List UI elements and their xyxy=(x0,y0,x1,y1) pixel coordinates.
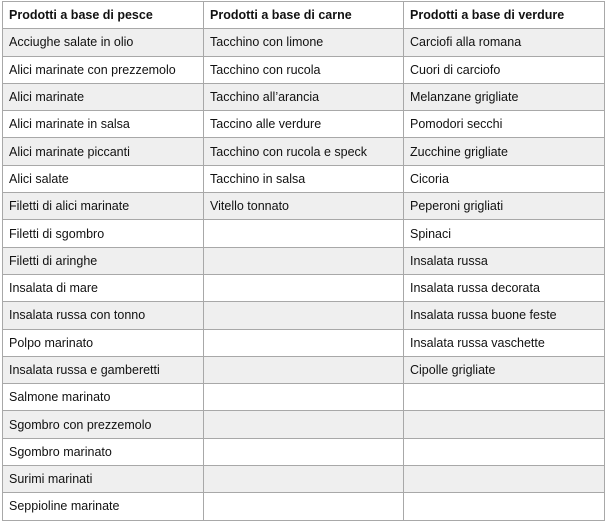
fish-cell: Polpo marinato xyxy=(3,329,204,356)
meat-cell: Tacchino con limone xyxy=(204,29,404,56)
meat-cell: Vitello tonnato xyxy=(204,193,404,220)
meat-cell: Tacchino con rucola xyxy=(204,56,404,83)
vegetable-cell: Insalata russa vaschette xyxy=(404,329,605,356)
table-row xyxy=(3,193,605,220)
fish-cell: Acciughe salate in olio xyxy=(3,29,204,56)
meat-cell xyxy=(204,329,404,356)
table-row xyxy=(3,356,605,383)
fish-cell: Alici marinate con prezzemolo xyxy=(3,56,204,83)
meat-cell xyxy=(204,302,404,329)
meat-cell xyxy=(204,356,404,383)
table-row xyxy=(3,384,605,411)
meat-cell: Tacchino con rucola e speck xyxy=(204,138,404,165)
meat-cell xyxy=(204,274,404,301)
fish-cell: Salmone marinato xyxy=(3,384,204,411)
vegetable-cell: Melanzane grigliate xyxy=(404,83,605,110)
fish-cell: Surimi marinati xyxy=(3,466,204,493)
vegetable-cell: Insalata russa xyxy=(404,247,605,274)
fish-cell: Filetti di alici marinate xyxy=(3,193,204,220)
fish-cell: Sgombro con prezzemolo xyxy=(3,411,204,438)
header-fish-products: Prodotti a base di pesce xyxy=(3,2,204,29)
table-row xyxy=(3,165,605,192)
vegetable-cell xyxy=(404,493,605,520)
meat-cell xyxy=(204,411,404,438)
vegetable-cell xyxy=(404,384,605,411)
vegetable-cell: Cicoria xyxy=(404,165,605,192)
meat-cell xyxy=(204,438,404,465)
table-row xyxy=(3,466,605,493)
meat-cell: Tacchino in salsa xyxy=(204,165,404,192)
table-row xyxy=(3,220,605,247)
fish-cell: Alici marinate xyxy=(3,83,204,110)
fish-cell: Filetti di aringhe xyxy=(3,247,204,274)
fish-cell: Alici salate xyxy=(3,165,204,192)
meat-cell: Taccino alle verdure xyxy=(204,111,404,138)
table-row xyxy=(3,138,605,165)
vegetable-cell: Insalata russa decorata xyxy=(404,274,605,301)
vegetable-cell: Cuori di carciofo xyxy=(404,56,605,83)
table-row xyxy=(3,29,605,56)
meat-cell xyxy=(204,466,404,493)
fish-cell: Alici marinate piccanti xyxy=(3,138,204,165)
vegetable-cell: Pomodori secchi xyxy=(404,111,605,138)
vegetable-cell: Carciofi alla romana xyxy=(404,29,605,56)
fish-cell: Insalata di mare xyxy=(3,274,204,301)
vegetable-cell: Cipolle grigliate xyxy=(404,356,605,383)
meat-cell xyxy=(204,493,404,520)
table-body xyxy=(3,29,605,520)
table-row xyxy=(3,493,605,520)
table-row xyxy=(3,56,605,83)
products-table xyxy=(2,1,605,521)
table-row xyxy=(3,83,605,110)
meat-cell xyxy=(204,247,404,274)
fish-cell: Insalata russa e gamberetti xyxy=(3,356,204,383)
table-row xyxy=(3,302,605,329)
header-vegetable-products: Prodotti a base di verdure xyxy=(404,2,605,29)
vegetable-cell xyxy=(404,438,605,465)
table-header-row xyxy=(3,2,605,29)
fish-cell: Filetti di sgombro xyxy=(3,220,204,247)
meat-cell xyxy=(204,220,404,247)
fish-cell: Alici marinate in salsa xyxy=(3,111,204,138)
fish-cell: Sgombro marinato xyxy=(3,438,204,465)
vegetable-cell: Zucchine grigliate xyxy=(404,138,605,165)
table-row xyxy=(3,111,605,138)
vegetable-cell: Insalata russa buone feste xyxy=(404,302,605,329)
vegetable-cell: Peperoni grigliati xyxy=(404,193,605,220)
table-row xyxy=(3,247,605,274)
vegetable-cell: Spinaci xyxy=(404,220,605,247)
table-row xyxy=(3,411,605,438)
table-row xyxy=(3,274,605,301)
meat-cell: Tacchino all’arancia xyxy=(204,83,404,110)
fish-cell: Insalata russa con tonno xyxy=(3,302,204,329)
meat-cell xyxy=(204,384,404,411)
vegetable-cell xyxy=(404,411,605,438)
vegetable-cell xyxy=(404,466,605,493)
table-row xyxy=(3,329,605,356)
header-meat-products: Prodotti a base di carne xyxy=(204,2,404,29)
table-row xyxy=(3,438,605,465)
fish-cell: Seppioline marinate xyxy=(3,493,204,520)
